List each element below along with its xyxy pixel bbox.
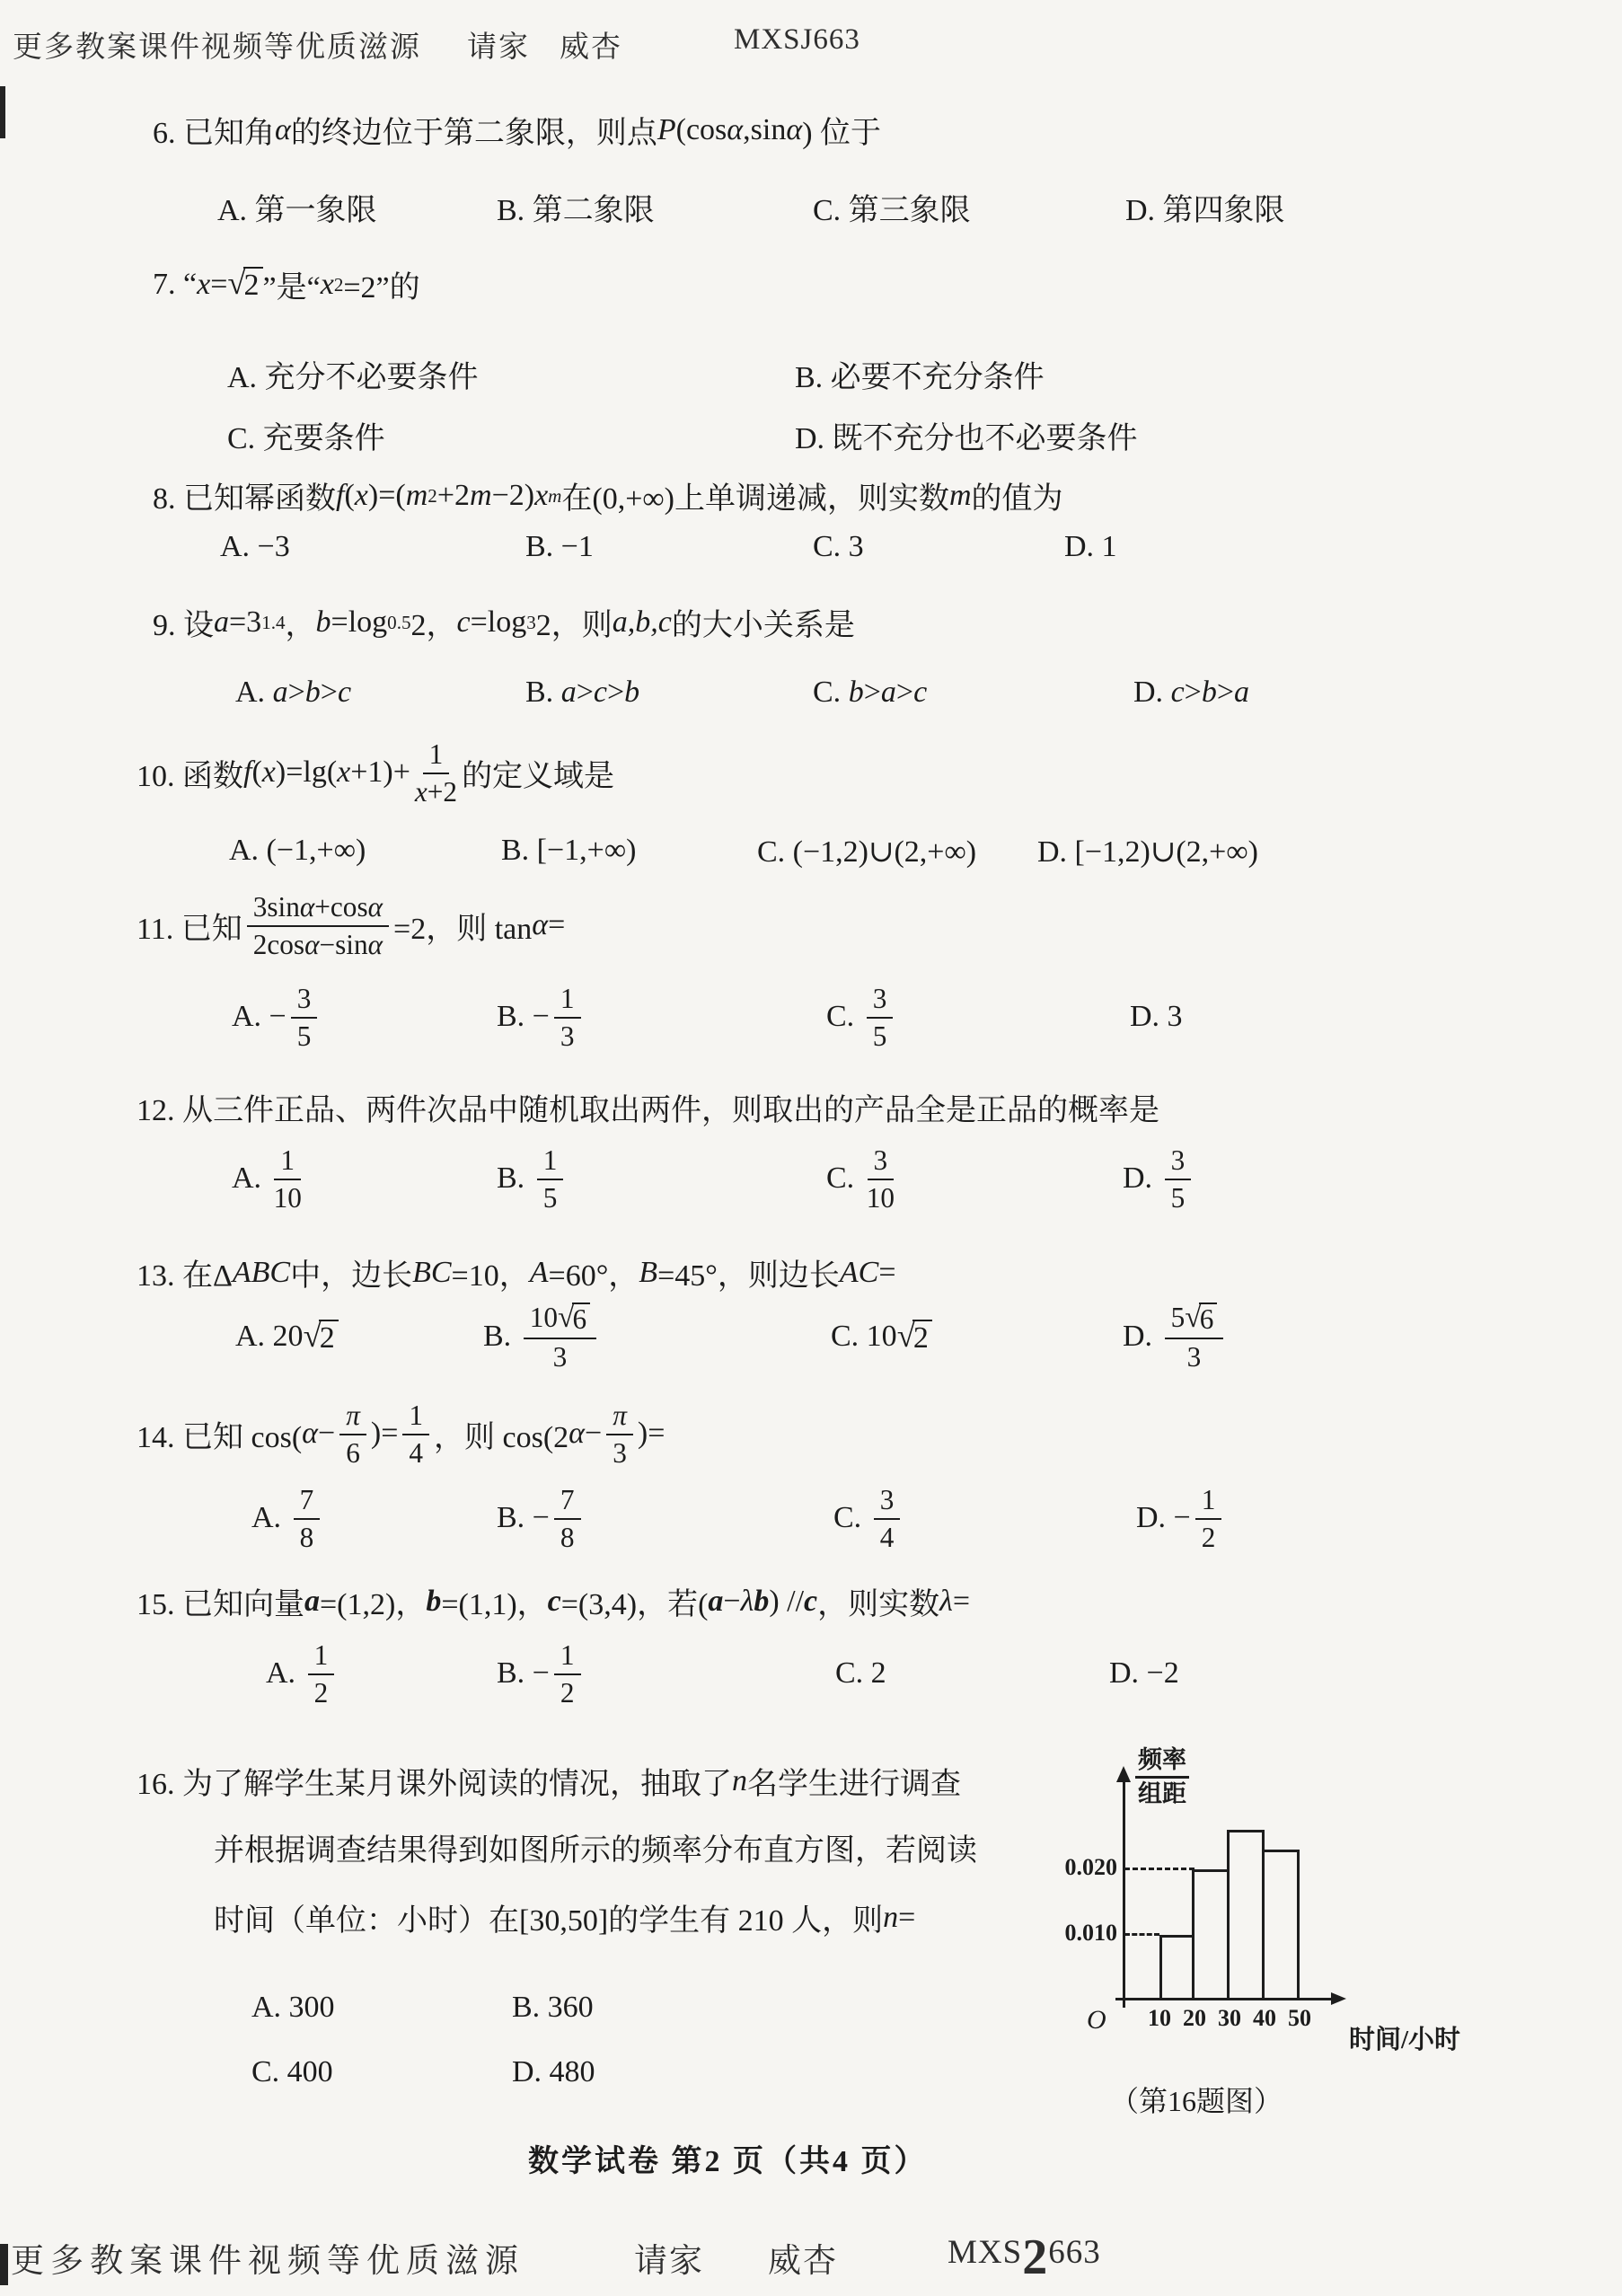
question-6-option-a: A. 第一象限	[217, 194, 377, 227]
header-word1: 请家	[467, 31, 530, 64]
y-tick-label-0.010: 0.010	[1064, 1920, 1117, 1946]
question-14-option-c: C. $\frac{3}{4}$	[833, 1467, 904, 1569]
question-16-line1: 16. 为了解学生某月课外阅读的情况，抽取了 n 名学生进行调查	[137, 1763, 961, 1801]
question-7-option-d: D. 既不充分也不必要条件	[795, 422, 1138, 455]
question-10-option-d: D. [−1,2)∪(2,+∞)	[1037, 835, 1258, 869]
x-tick-label-50: 50	[1288, 2005, 1311, 2031]
header-code: MXSJ663	[734, 23, 860, 56]
question-15-option-b: B. − $\frac{1}{2}$	[497, 1622, 586, 1725]
question-11-option-b: B. − $\frac{1}{3}$	[497, 966, 586, 1068]
scan-smudge-top-left	[0, 86, 5, 138]
header-resource-text: 更多教案课件视频等优质滋源	[13, 31, 421, 64]
question-10-stem: 10. 函数 f ( x )=lg( x +1)+ 1 x +2 的定义域是	[137, 738, 615, 808]
question-16-line3: 时间（单位：小时）在[30,50]的学生有 210 人，则 n =	[214, 1900, 916, 1938]
question-6-option-d: D. 第四象限	[1125, 194, 1285, 227]
scan-smudge-bottom-left	[0, 2244, 8, 2285]
header-word2: 威杏	[560, 31, 622, 64]
histogram-bar-30-40	[1227, 1830, 1265, 2000]
origin-label: O	[1087, 2005, 1106, 2035]
histogram-bar-40-50	[1262, 1850, 1300, 2000]
question-10-option-c: C. (−1,2)∪(2,+∞)	[757, 835, 977, 869]
question-15-stem: 15. 已知向量 a =(1,2)， b =(1,1)， c =(3,4)，若( a − λ b ) // c ，则实数 λ =	[137, 1584, 971, 1621]
question-7-option-a: A. 充分不必要条件	[227, 361, 479, 394]
question-9-option-d: D. c > b > a	[1133, 676, 1250, 709]
y-axis-label	[1135, 1746, 1189, 1808]
question-13-option-d: D. 5 √ 6 3	[1123, 1283, 1228, 1391]
question-11-option-c: C. $\frac{3}{5}$	[826, 966, 897, 1068]
question-9-option-a: A. a > b > c	[235, 676, 352, 709]
question-12-option-c: C. $\frac{3}{10}$	[826, 1144, 895, 1214]
question-15-option-a: A. $\frac{1}{2}$	[266, 1622, 339, 1725]
bottom-word2: 威杏	[768, 2243, 838, 2280]
histogram-bar-10-20	[1159, 1935, 1194, 2000]
histogram-bar-20-30	[1192, 1869, 1230, 2000]
question-8-option-b: B. −1	[525, 530, 594, 563]
frequency-histogram	[1060, 1741, 1491, 2136]
x-tick-label-30: 30	[1218, 2005, 1241, 2031]
question-7-stem: 7. “ x = √ 2 ”是“ x 2 =2”的	[153, 264, 420, 305]
question-9-stem: 9. 设 a =3 1.4 ， b =log 0.5 2， c =log 3 2，则 a,b,c 的大小关系是	[153, 605, 855, 642]
x-tick-label-20: 20	[1183, 2005, 1206, 2031]
figure-caption: （第16题图）	[1110, 2085, 1283, 2117]
y-axis-arrow-icon	[1116, 1766, 1131, 1782]
x-tick-label-40: 40	[1253, 2005, 1276, 2031]
bottom-resource-text: 更多教案课件视频等优质滋源	[11, 2243, 525, 2280]
question-13-stem: 13. 在Δ ABC 中，边长 BC =10， A =60°， B =45°，则边长 AC =	[137, 1255, 896, 1293]
question-12-option-a: A. $\frac{1}{10}$	[232, 1144, 302, 1214]
question-16-option-a: A. 300	[251, 1991, 335, 2024]
question-12-stem: 12. 从三件正品、两件次品中随机取出两件，则取出的产品全是正品的概率是	[137, 1094, 1159, 1127]
question-16-line2: 并根据调查结果得到如图所示的频率分布直方图，若阅读	[214, 1834, 977, 1868]
x-axis-arrow-icon	[1331, 1992, 1346, 2005]
question-6-stem: 6. 已知角 α 的终边位于第二象限，则点 P (cos α ,sin α ) 位于	[153, 112, 882, 150]
question-14-option-a: A. $\frac{7}{8}$	[251, 1467, 324, 1569]
question-9-option-c: C. b > a > c	[813, 676, 928, 709]
x-axis-label: 时间/小时	[1349, 2026, 1461, 2054]
question-12-option-d: D. $\frac{3}{5}$	[1123, 1127, 1195, 1230]
y-axis-label-denominator: 组距	[1138, 1780, 1186, 1808]
question-16-option-b: B. 360	[512, 1991, 594, 2024]
question-11-option-a: A. − $\frac{3}{5}$	[232, 966, 322, 1068]
question-14-stem: 14. 已知 cos( α − $\frac{\pi}{6}$ )= $\frac{1}{4}$ ，则 cos(2 α − $\frac{\pi}{3}$ )=	[137, 1400, 666, 1469]
question-8-option-c: C. 3	[813, 530, 864, 563]
question-14-option-b: B. − $\frac{7}{8}$	[497, 1467, 586, 1569]
y-axis-line	[1123, 1780, 1125, 2008]
question-16-option-c: C. 400	[251, 2055, 333, 2088]
question-8-option-d: D. 1	[1064, 530, 1117, 563]
question-11-option-d: D. 3	[1130, 1000, 1183, 1033]
question-13-option-b: B. 10 √ 6 3	[483, 1283, 601, 1391]
y-tick-label-0.020: 0.020	[1064, 1854, 1117, 1880]
question-11-stem: 11. 已知 3sin α +cos α 2cos α −sin α =2，则 tan α =	[137, 891, 566, 960]
question-15-option-d: D. −2	[1109, 1656, 1179, 1690]
question-16-option-d: D. 480	[512, 2055, 595, 2088]
question-12-option-b: B. $\frac{1}{5}$	[497, 1127, 568, 1230]
question-14-option-d: D. − $\frac{1}{2}$	[1136, 1467, 1226, 1569]
question-7-option-c: C. 充要条件	[227, 422, 385, 455]
question-10-option-b: B. [−1,+∞)	[501, 834, 637, 867]
question-6-option-c: C. 第三象限	[813, 194, 971, 227]
question-10-option-a: A. (−1,+∞)	[229, 834, 366, 867]
bottom-code: MXS2663	[948, 2230, 1101, 2285]
question-6-option-b: B. 第二象限	[497, 194, 655, 227]
gridline-dashed-0.020	[1124, 1868, 1194, 1870]
question-13-option-a: A. 20 √ 2	[235, 1283, 339, 1391]
y-axis-label-numerator: 频率	[1135, 1746, 1189, 1779]
question-8-option-a: A. −3	[220, 530, 290, 563]
header-resource-line	[13, 23, 421, 66]
question-15-option-c: C. 2	[835, 1656, 886, 1690]
page-number-footer: 数学试卷 第2 页（共4 页）	[528, 2145, 928, 2178]
question-8-stem: 8. 已知幂函数 f ( x )=( m 2 +2 m −2) x m 在(0,+∞)上单调递减，则实数 m 的值为	[153, 478, 1063, 516]
gridline-dashed-0.010	[1124, 1933, 1159, 1936]
question-13-option-c: C. 10 √ 2	[831, 1283, 932, 1391]
question-7-option-b: B. 必要不充分条件	[795, 361, 1045, 394]
question-9-option-b: B. a > c > b	[525, 676, 640, 709]
x-tick-label-10: 10	[1148, 2005, 1171, 2031]
bottom-word1: 请家	[634, 2243, 704, 2280]
